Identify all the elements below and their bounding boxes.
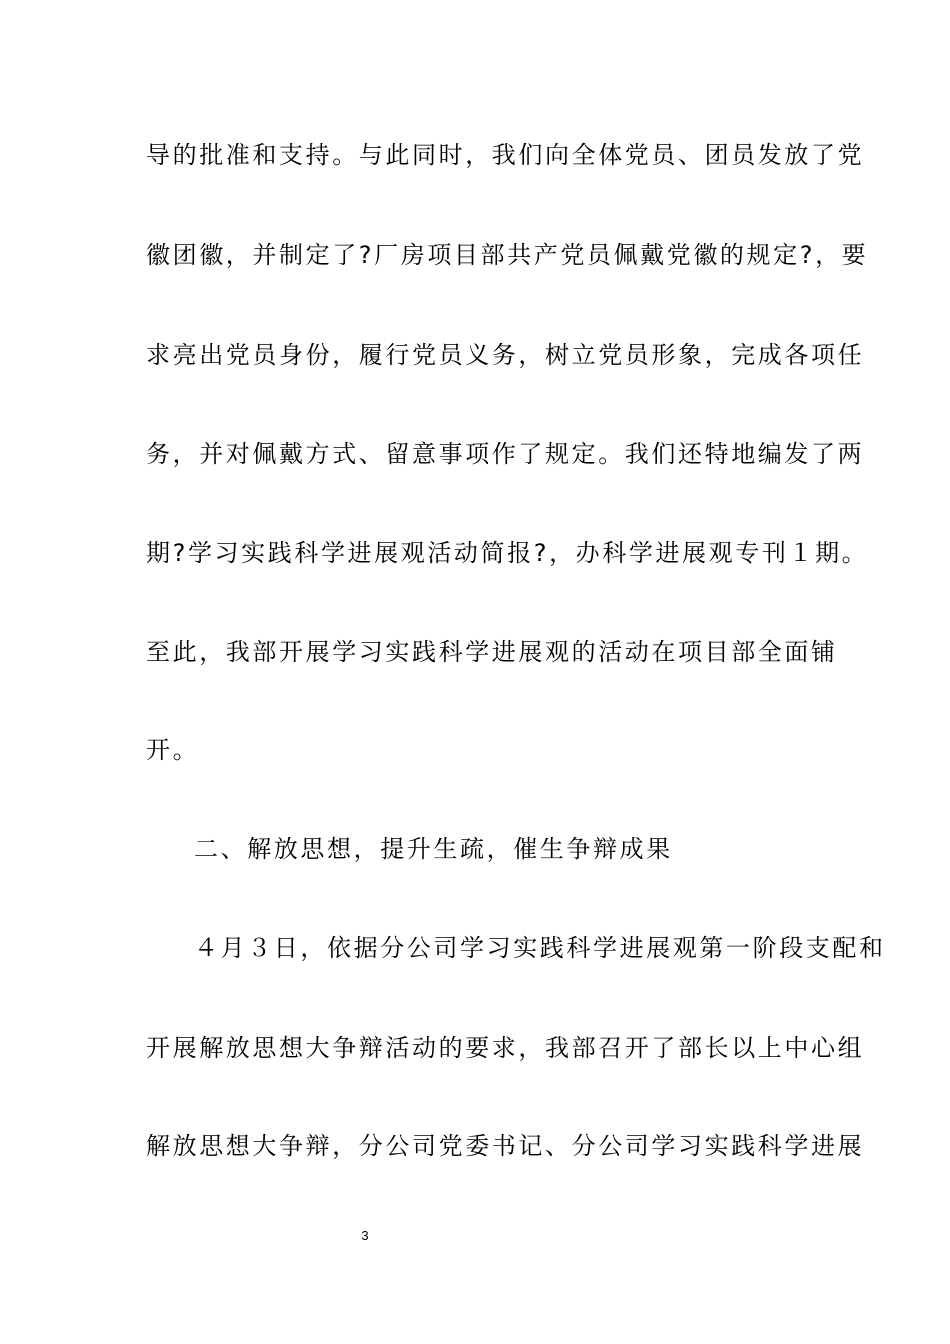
body-text-line: 期?学习实践科学进展观活动简报?，办科学进展观专刊１期。 bbox=[146, 539, 869, 567]
body-text-line: 徽团徽，并制定了?厂房项目部共产党员佩戴党徽的规定?，要 bbox=[146, 241, 869, 269]
body-text-line: 开。 bbox=[146, 736, 200, 764]
body-text-line: 求亮出党员身份，履行党员义务，树立党员形象，完成各项任 bbox=[146, 341, 865, 369]
body-text-line: 解放思想大争辩，分公司党委书记、分公司学习实践科学进展 bbox=[146, 1132, 865, 1160]
body-text-line: 开展解放思想大争辩活动的要求，我部召开了部长以上中心组 bbox=[146, 1034, 865, 1062]
body-text-line: 导的批准和支持。与此同时，我们向全体党员、团员发放了党 bbox=[146, 141, 865, 169]
page-number: 3 bbox=[361, 1228, 369, 1243]
body-text-line: 至此，我部开展学习实践科学进展观的活动在项目部全面铺 bbox=[146, 638, 838, 666]
section-heading: 二、解放思想，提升生疏，催生争辩成果 bbox=[194, 835, 673, 863]
body-text-line: 务，并对佩戴方式、留意事项作了规定。我们还特地编发了两 bbox=[146, 440, 865, 468]
body-text-line: ４月３日，依据分公司学习实践科学进展观第一阶段支配和 bbox=[194, 934, 886, 962]
